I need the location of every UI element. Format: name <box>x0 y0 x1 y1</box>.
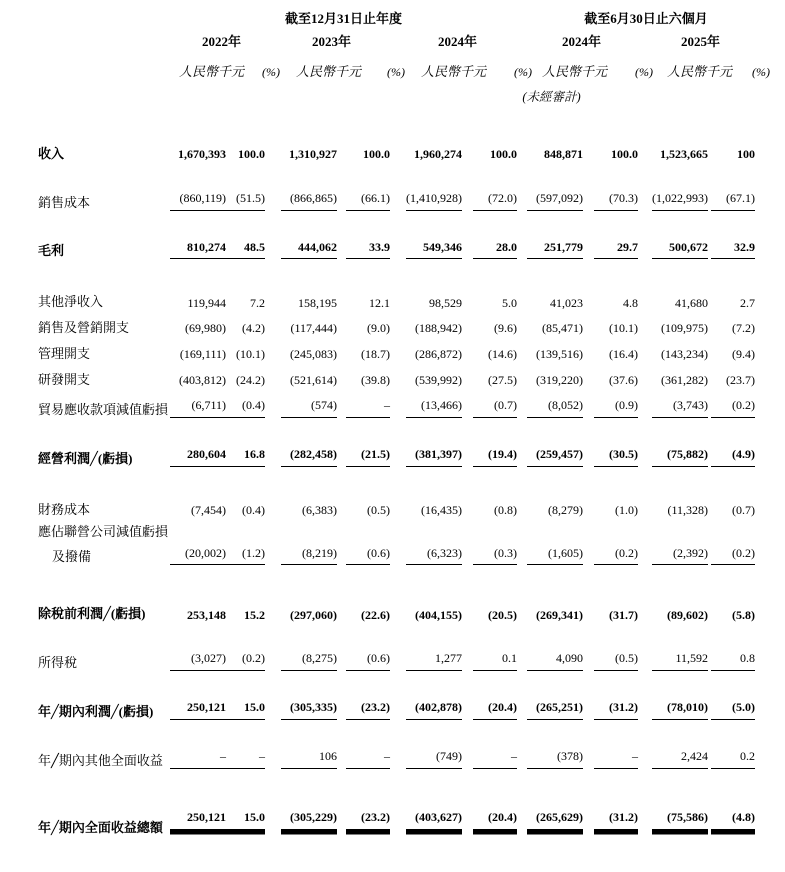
value-cell: (8,275) <box>265 622 337 671</box>
pct-cell: 0.2 <box>708 720 755 769</box>
pct-cell: 5.0 <box>502 295 518 310</box>
value-cell: (20,002) <box>170 540 220 566</box>
pct-cell: (0.7) <box>462 388 517 418</box>
value-cell: 11,592 <box>638 622 708 671</box>
value-cell: 106 <box>265 720 337 769</box>
pct-cell: (5.8) <box>732 607 756 622</box>
pct-cell: (23.2) <box>337 671 390 720</box>
value-cell: 1,277 <box>390 622 462 671</box>
table-row <box>38 540 755 566</box>
pct-cell: (30.5) <box>583 418 638 467</box>
period-group-annual-label: 截至12月31日止年度 <box>285 11 403 26</box>
row-label: 收入 <box>38 145 65 161</box>
value-cell: (319,220) <box>536 373 584 388</box>
pct-cell: 29.7 <box>583 211 638 260</box>
pct-cell: – <box>337 720 390 769</box>
pct-cell: – <box>337 388 390 418</box>
value-cell: (75,586) <box>638 769 708 836</box>
value-cell: (169,111) <box>179 347 226 362</box>
value-cell: (188,942) <box>415 321 462 336</box>
table-row <box>38 388 755 418</box>
value-cell: (85,471) <box>542 321 584 336</box>
pct-cell: (14.6) <box>488 347 518 362</box>
row-label: 管理開支 <box>38 346 91 362</box>
year-label-2022: 2022年 <box>201 33 241 49</box>
value-cell: (749) <box>390 720 462 769</box>
year-row <box>38 27 755 50</box>
pct-cell: – <box>220 720 265 769</box>
value-cell: (539,992) <box>415 373 462 388</box>
value-cell: (286,872) <box>415 347 462 362</box>
pct-cell: (0.2) <box>220 622 265 671</box>
pct-cell: (9.4) <box>732 347 756 362</box>
value-cell: 98,529 <box>429 295 462 310</box>
pct-cell: 100.0 <box>611 147 639 162</box>
table-row <box>38 418 755 467</box>
period-group-interim <box>517 12 755 27</box>
pct-cell: (4.2) <box>242 321 265 336</box>
pct-cell: (23.7) <box>726 373 756 388</box>
value-cell: 1,670,393 <box>178 147 226 162</box>
pct-cell: (4.8) <box>708 769 755 836</box>
value-cell: (78,010) <box>638 671 708 720</box>
value-cell: (381,397) <box>390 418 462 467</box>
value-cell: 250,121 <box>170 671 220 720</box>
pct-cell: (24.2) <box>236 373 265 388</box>
value-cell: (297,060) <box>290 607 337 622</box>
unit-header: 人民幣千元 <box>420 63 486 79</box>
pct-cell: (10.1) <box>236 347 265 362</box>
value-cell: 810,274 <box>170 211 220 260</box>
value-cell: (361,282) <box>661 373 709 388</box>
table-row <box>38 671 755 720</box>
value-cell: (7,454) <box>191 502 226 517</box>
pct-cell: (0.7) <box>732 502 756 517</box>
value-cell: (3,027) <box>170 622 220 671</box>
table-row <box>38 362 755 388</box>
value-cell: (13,466) <box>390 388 462 418</box>
pct-cell: 0.8 <box>708 622 755 671</box>
pct-cell: (31.2) <box>583 671 638 720</box>
table-row <box>38 518 755 540</box>
row-label: 所得稅 <box>38 655 78 671</box>
row-label: 及撥備 <box>52 549 92 565</box>
pct-cell: (0.5) <box>367 502 390 517</box>
pct-cell: 100.0 <box>490 147 518 162</box>
value-cell: 119,944 <box>187 295 226 310</box>
pct-cell: 100 <box>737 147 756 162</box>
value-cell: (402,878) <box>390 671 462 720</box>
table-row <box>38 565 755 622</box>
income-statement-table <box>38 11 771 836</box>
value-cell: (143,234) <box>661 347 709 362</box>
pct-cell: 15.0 <box>220 769 265 836</box>
value-cell: 500,672 <box>638 211 708 260</box>
pct-cell: (51.5) <box>220 162 265 211</box>
pct-cell: 100.0 <box>238 147 265 162</box>
row-label: 銷售及營銷開支 <box>38 320 130 336</box>
value-cell: (6,323) <box>390 540 462 566</box>
table-row <box>38 162 755 211</box>
row-label: 研發開支 <box>38 372 91 388</box>
unaudited-row <box>38 80 755 105</box>
value-cell: (1,605) <box>517 540 583 566</box>
row-label: 財務成本 <box>38 501 91 517</box>
value-cell: (3,743) <box>638 388 708 418</box>
value-cell: 848,871 <box>544 147 584 162</box>
value-cell: (245,083) <box>290 347 337 362</box>
value-cell: (89,602) <box>667 607 709 622</box>
value-cell: – <box>170 720 220 769</box>
value-cell: (269,341) <box>536 607 584 622</box>
year-label-2024-interim: 2024年 <box>562 33 602 49</box>
value-cell: (574) <box>265 388 337 418</box>
value-cell: (403,627) <box>390 769 462 836</box>
pct-cell: (0.9) <box>583 388 638 418</box>
pct-cell: 0.1 <box>462 622 517 671</box>
pct-cell: (20.4) <box>462 769 517 836</box>
period-group-interim-label: 截至6月30日止六個月 <box>584 11 708 26</box>
spacer-cell <box>38 12 170 27</box>
pct-cell: (21.5) <box>337 418 390 467</box>
value-cell: (866,865) <box>265 162 337 211</box>
row-label: 經營利潤╱(虧損) <box>38 450 133 466</box>
pct-cell: 12.1 <box>369 295 390 310</box>
pct-cell: (0.2) <box>708 388 755 418</box>
pct-cell: 28.0 <box>462 211 517 260</box>
value-cell: (860,119) <box>170 162 220 211</box>
spacer-cell <box>38 50 170 80</box>
pct-cell: – <box>583 720 638 769</box>
pct-cell: (20.5) <box>488 607 518 622</box>
spacer-cell <box>38 80 517 105</box>
value-cell: (139,516) <box>536 347 584 362</box>
year-label-2024: 2024年 <box>438 33 478 49</box>
period-group-annual <box>170 12 517 27</box>
unit-row <box>38 50 755 80</box>
value-cell: (305,335) <box>265 671 337 720</box>
value-cell: (69,980) <box>185 321 226 336</box>
value-cell: 4,090 <box>517 622 583 671</box>
row-label: 毛利 <box>38 243 65 259</box>
unit-header: 人民幣千元 <box>542 63 608 79</box>
pct-cell: (37.6) <box>609 373 639 388</box>
pct-cell: – <box>462 720 517 769</box>
value-cell: (8,219) <box>265 540 337 566</box>
table-row <box>38 310 755 336</box>
value-cell: (6,711) <box>170 388 220 418</box>
pct-cell: (0.3) <box>462 540 517 566</box>
value-cell: (259,457) <box>517 418 583 467</box>
pct-cell: (72.0) <box>462 162 517 211</box>
pct-header: (%) <box>635 65 654 80</box>
table-row <box>38 720 755 769</box>
pct-cell: 15.2 <box>244 607 265 622</box>
pct-cell: 32.9 <box>708 211 755 260</box>
pct-header: (%) <box>752 65 771 80</box>
pct-cell: (0.6) <box>337 622 390 671</box>
pct-cell: (20.4) <box>462 671 517 720</box>
pct-cell: 2.7 <box>740 295 756 310</box>
pct-cell: 15.0 <box>220 671 265 720</box>
pct-cell: 7.2 <box>250 295 265 310</box>
value-cell: (378) <box>517 720 583 769</box>
pct-cell: 4.8 <box>623 295 639 310</box>
value-cell: (265,251) <box>517 671 583 720</box>
row-label: 應佔聯營公司減值虧損 <box>38 523 169 539</box>
pct-cell: (18.7) <box>361 347 390 362</box>
row-label: 年╱期內利潤╱(虧損) <box>38 704 154 720</box>
pct-cell: (0.6) <box>337 540 390 566</box>
row-label: 年╱期內其他全面收益 <box>38 752 163 768</box>
pct-cell: (70.3) <box>583 162 638 211</box>
spacer-cell <box>638 80 755 105</box>
value-cell: (597,092) <box>517 162 583 211</box>
spacer-cell <box>38 27 170 50</box>
row-label: 年╱期內全面收益總額 <box>38 819 163 835</box>
value-cell: (2,392) <box>638 540 708 566</box>
table-row <box>38 336 755 362</box>
value-cell: 2,424 <box>638 720 708 769</box>
pct-cell: (67.1) <box>708 162 755 211</box>
pct-cell: (31.7) <box>609 607 639 622</box>
unaudited-note: (未經審計) <box>522 90 581 105</box>
value-cell: (1,410,928) <box>390 162 462 211</box>
pct-cell: (19.4) <box>462 418 517 467</box>
unit-header: 人民幣千元 <box>295 63 361 79</box>
pct-cell: (0.8) <box>494 502 518 517</box>
value-cell: 1,523,665 <box>660 147 709 162</box>
value-cell: (11,328) <box>667 502 709 517</box>
value-cell: (16,435) <box>421 502 462 517</box>
pct-cell: 100.0 <box>363 147 390 162</box>
pct-cell: (39.8) <box>361 373 390 388</box>
pct-cell: (27.5) <box>488 373 518 388</box>
value-cell: (403,812) <box>179 373 226 388</box>
value-cell: (404,155) <box>415 607 462 622</box>
pct-cell: (9.6) <box>494 321 518 336</box>
table-row <box>38 467 755 518</box>
pct-cell: (9.0) <box>367 321 390 336</box>
pct-cell: (0.4) <box>242 502 265 517</box>
row-label: 銷售成本 <box>38 194 91 210</box>
unit-header: 人民幣千元 <box>667 63 733 79</box>
value-cell: (265,629) <box>517 769 583 836</box>
pct-cell: 48.5 <box>220 211 265 260</box>
value-cell: 250,121 <box>170 769 220 836</box>
pct-cell: (7.2) <box>732 321 756 336</box>
table-row <box>38 211 755 260</box>
year-label-2023: 2023年 <box>311 33 351 49</box>
value-cell: 41,680 <box>675 295 709 310</box>
pct-cell: (1.2) <box>220 540 265 566</box>
row-label: 其他淨收入 <box>38 294 104 310</box>
table-body <box>38 105 755 836</box>
pct-header: (%) <box>514 65 533 80</box>
pct-cell: (66.1) <box>337 162 390 211</box>
value-cell: (305,229) <box>265 769 337 836</box>
pct-cell: (0.4) <box>220 388 265 418</box>
pct-cell: 16.8 <box>220 418 265 467</box>
pct-cell: (0.2) <box>583 540 638 566</box>
value-cell: (282,458) <box>265 418 337 467</box>
value-cell: 251,779 <box>517 211 583 260</box>
table-row <box>38 259 755 310</box>
value-cell: (521,614) <box>290 373 337 388</box>
row-label: 貿易應收款項減值虧損 <box>38 402 169 418</box>
financial-statement-page <box>0 12 785 872</box>
value-cell: (117,444) <box>290 321 337 336</box>
pct-cell: 33.9 <box>337 211 390 260</box>
value-cell: (8,052) <box>517 388 583 418</box>
pct-cell: (0.5) <box>583 622 638 671</box>
pct-header: (%) <box>387 65 405 80</box>
pct-cell: (1.0) <box>615 502 639 517</box>
year-label-2025: 2025年 <box>681 33 721 49</box>
value-cell: (109,975) <box>661 321 709 336</box>
value-cell: (75,882) <box>638 418 708 467</box>
table-row <box>38 105 755 162</box>
pct-cell: (4.9) <box>708 418 755 467</box>
value-cell: 41,023 <box>550 295 584 310</box>
pct-header: (%) <box>262 65 280 80</box>
unit-header: 人民幣千元 <box>178 63 244 79</box>
value-cell: 253,148 <box>187 607 226 622</box>
value-cell: (1,022,993) <box>638 162 708 211</box>
value-cell: (6,383) <box>302 502 337 517</box>
pct-cell: (0.2) <box>708 540 755 566</box>
value-cell: 549,346 <box>390 211 462 260</box>
pct-cell: (31.2) <box>583 769 638 836</box>
row-label: 除稅前利潤╱(虧損) <box>38 606 146 622</box>
value-cell: 1,960,274 <box>414 147 462 162</box>
value-cell: 444,062 <box>265 211 337 260</box>
value-cell: 158,195 <box>298 295 337 310</box>
value-cell: 1,310,927 <box>289 147 337 162</box>
table-row <box>38 622 755 671</box>
period-group-row <box>38 12 755 27</box>
value-cell: (8,279) <box>548 502 584 517</box>
pct-cell: (5.0) <box>708 671 755 720</box>
pct-cell: (10.1) <box>609 321 639 336</box>
pct-cell: (23.2) <box>337 769 390 836</box>
pct-cell: (16.4) <box>609 347 639 362</box>
table-row <box>38 769 755 836</box>
value-cell: 280,604 <box>170 418 220 467</box>
pct-cell: (22.6) <box>361 607 390 622</box>
